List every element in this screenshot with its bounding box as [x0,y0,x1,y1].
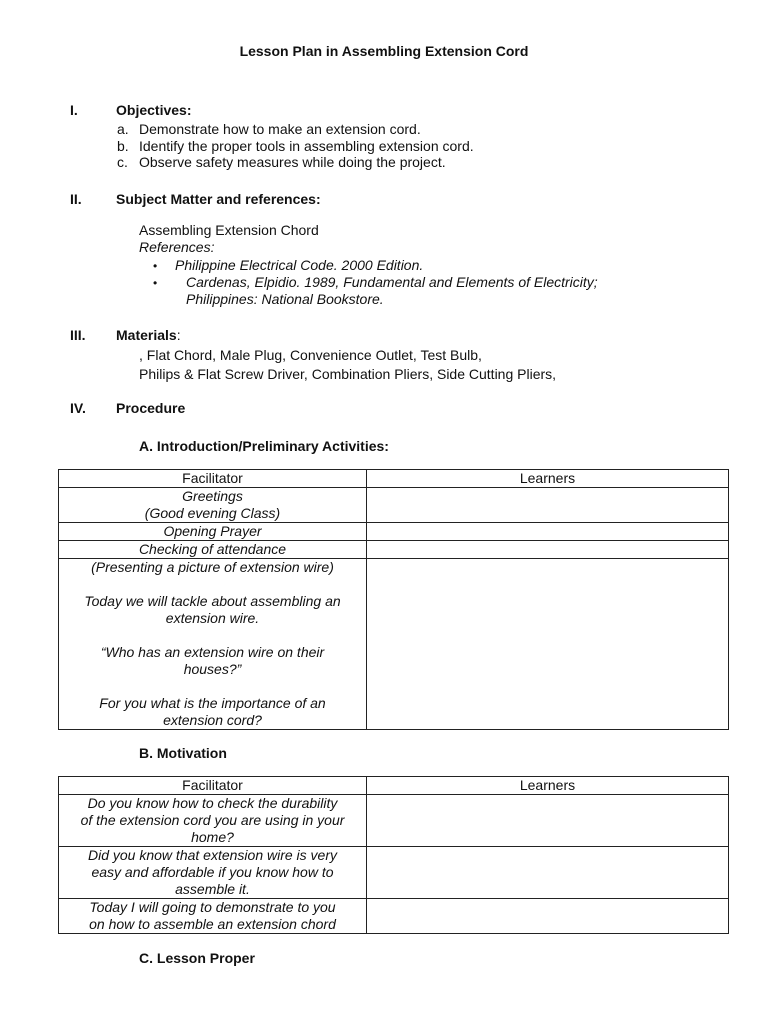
learners-cell [367,899,729,934]
facilitator-cell [59,795,367,847]
materials-colon: : [176,327,181,343]
column-header-facilitator: Facilitator [59,470,367,488]
facilitator-cell [59,899,367,934]
cell-line: For you what is the importance of an [99,695,326,711]
learners-cell [367,523,729,541]
cell-line: extension cord? [163,712,262,728]
facilitator-cell [59,847,367,899]
cell-line: houses?” [183,661,242,677]
table-row [59,847,729,899]
table-row [59,795,729,847]
materials-numeral: III. [70,327,86,343]
table-row [59,899,729,934]
facilitator-cell [59,559,367,730]
subject-topic: Assembling Extension Chord [139,222,319,238]
objectives-heading: Objectives: [116,102,192,118]
cell-line: (Presenting a picture of extension wire) [91,559,334,575]
list-item [117,138,474,155]
learners-cell [367,795,729,847]
cell-line: on how to assemble an extension chord [89,916,336,932]
objectives-numeral: I. [70,102,78,118]
facilitator-cell: Opening Prayer [59,523,367,541]
reference-text: Philippine Electrical Code. 2000 Edition. [175,257,424,273]
bullet-icon: • [153,259,158,273]
procedure-heading: Procedure [116,400,186,416]
learners-cell [367,541,729,559]
learners-cell [367,559,729,730]
table-row [59,541,729,559]
subject-numeral: II. [70,191,82,207]
table-header-row [59,777,729,795]
reference-item [139,257,423,275]
objectives-list [117,121,474,171]
procedure-numeral: IV. [70,400,86,416]
materials-heading-wrap [116,327,181,344]
facilitator-cell [59,488,367,523]
motivation-table [58,776,729,934]
cell-line: “Who has an extension wire on their [100,644,325,660]
list-item [117,154,474,171]
section-c-heading: C. Lesson Proper [139,950,255,966]
cell-line: (Good evening Class) [144,505,281,521]
cell-line: of the extension cord you are using in your [80,812,345,828]
cell-line: extension wire. [165,610,260,626]
cell-line: Today we will tackle about assembling an [84,593,341,609]
table-row [59,523,729,541]
list-marker: b. [117,137,129,154]
cell-line: Do you know how to check the durability [87,795,338,811]
list-item [117,121,474,138]
cell-line: Greetings [182,488,243,504]
materials-heading: Materials [116,327,177,343]
reference-text: Cardenas, Elpidio. 1989, Fundamental and Elements of Electricity; [186,274,598,290]
table-row [59,488,729,523]
bullet-icon: • [153,276,158,290]
section-a-heading: A. Introduction/Preliminary Activities: [139,438,389,454]
list-item-text: Identify the proper tools in assembling extension cord. [139,137,474,154]
facilitator-cell: Checking of attendance [59,541,367,559]
materials-line: , Flat Chord, Male Plug, Convenience Outlet, Test Bulb, [139,347,482,363]
section-b-heading: B. Motivation [139,745,227,761]
column-header-facilitator: Facilitator [59,777,367,795]
cell-line: Today I will going to demonstrate to you [89,899,336,915]
cell-line: easy and affordable if you know how to [91,864,334,880]
references-label: References: [139,239,215,255]
list-marker: a. [117,121,129,137]
cell-line: home? [191,829,234,845]
cell-line: assemble it. [175,881,250,897]
list-item-text: Demonstrate how to make an extension cord. [139,121,421,137]
learners-cell [367,488,729,523]
list-item-text: Observe safety measures while doing the project. [139,154,446,170]
reference-text-continued: Philippines: National Bookstore. [186,291,384,307]
cell-line: Did you know that extension wire is very [88,847,337,863]
table-row [59,559,729,730]
intro-activities-table [58,469,729,730]
column-header-learners: Learners [367,777,729,795]
materials-line: Philips & Flat Screw Driver, Combination Pliers, Side Cutting Pliers, [139,366,557,382]
learners-cell [367,847,729,899]
subject-heading: Subject Matter and references: [116,191,321,207]
column-header-learners: Learners [367,470,729,488]
document-title: Lesson Plan in Assembling Extension Cord [239,43,529,59]
list-marker: c. [117,154,128,170]
reference-item [139,274,598,292]
table-header-row [59,470,729,488]
